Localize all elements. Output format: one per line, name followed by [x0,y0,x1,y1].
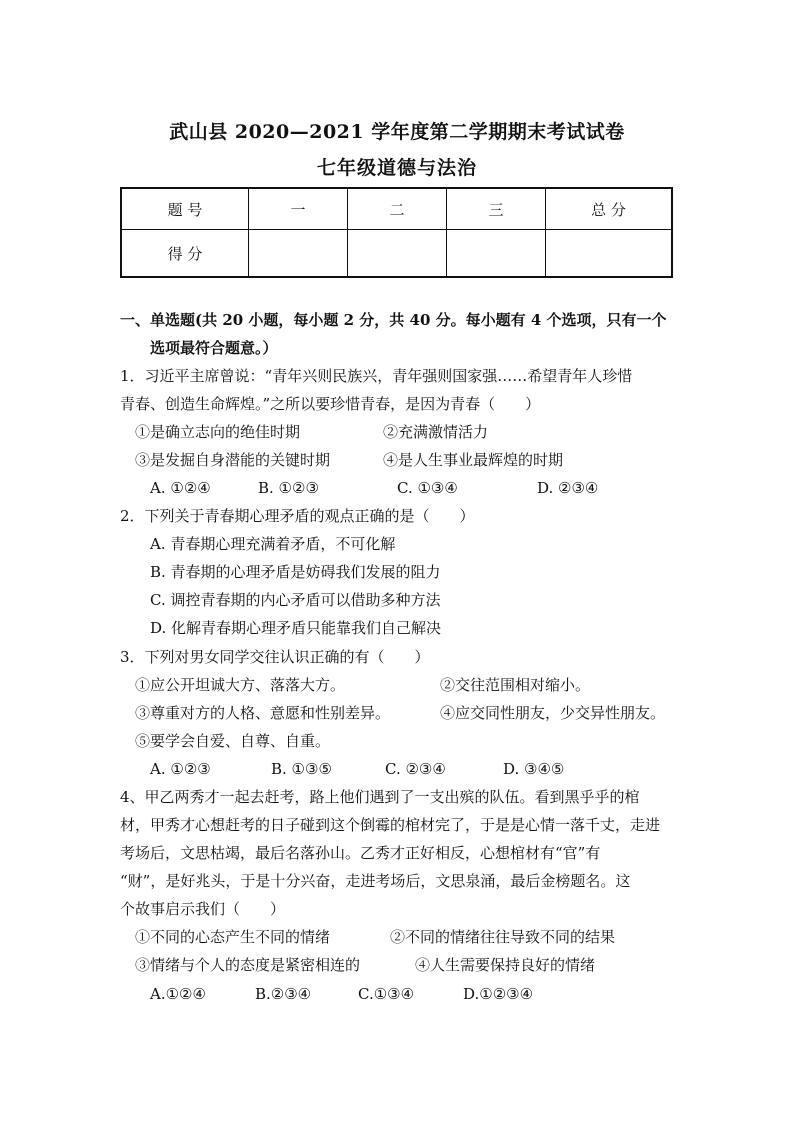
q3-choice-b[interactable]: B. ①③⑤ [271,760,332,778]
q2-choice-a[interactable]: A. 青春期心理充满着矛盾，不可化解 [150,535,396,553]
q4-choice-d[interactable]: D.①②③④ [463,985,534,1003]
q2-choice-d[interactable]: D. 化解青春期心理矛盾只能靠我们自己解决 [150,619,442,637]
question-4-text: “财”，是好兆头，于是十分兴奋，走进考场后，文思泉涌，最后金榜题名。这 [120,872,631,890]
q4-item: ④人生需要保持良好的情绪 [415,956,596,974]
score-cell: 题 号 [121,188,249,230]
score-input-cell[interactable] [348,230,447,278]
q1-item: ①是确立志向的绝佳时期 [135,423,301,441]
score-table [120,187,673,278]
score-input-cell[interactable] [546,230,673,278]
score-cell: 三 [447,188,546,230]
q3-item: ②交往范围相对缩小。 [440,676,591,694]
q2-choice-c[interactable]: C. 调控青春期的内心矛盾可以借助多种方法 [150,591,441,609]
q1-item: ④是人生事业最辉煌的时期 [383,451,564,469]
q3-item: ③尊重对方的人格、意愿和性别差异。 [135,704,391,722]
q4-choice-a[interactable]: A.①②④ [150,985,206,1003]
exam-title: 武山县 2020—2021 学年度第二学期期末考试试卷 [169,121,625,143]
q1-choice-b[interactable]: B. ①②③ [258,479,319,497]
q1-choice-a[interactable]: A. ①②④ [150,479,211,497]
q3-choice-a[interactable]: A. ①②③ [150,760,211,778]
q1-choice-d[interactable]: D. ②③④ [537,479,599,497]
q4-choice-c[interactable]: C.①③④ [358,985,415,1003]
score-table-header-row [121,188,672,230]
score-cell: 得 分 [121,230,249,278]
q4-item: ②不同的情绪往往导致不同的结果 [390,928,616,946]
q3-item: ④应交同性朋友，少交异性朋友。 [440,704,666,722]
q1-choice-c[interactable]: C. ①③④ [397,479,458,497]
q1-item: ②充满激情活力 [383,423,489,441]
section-heading: 一、单选题(共 20 小题，每小题 2 分，共 40 分。每小题有 4 个选项，只有一个 [120,311,667,329]
question-1-text: 青春、创造生命辉煌。”之所以要珍惜青春，是因为青春（ ） [120,395,541,413]
exam-subtitle: 七年级道德与法治 [316,157,477,179]
question-1-text: 1．习近平主席曾说：“青年兴则民族兴，青年强则国家强……希望青年人珍惜 [120,367,633,385]
section-heading-cont: 选项最符合题意。） [150,339,278,357]
q4-item: ①不同的心态产生不同的情绪 [135,928,331,946]
q1-item: ③是发掘自身潜能的关键时期 [135,451,331,469]
q2-choice-b[interactable]: B. 青春期的心理矛盾是妨碍我们发展的阻力 [150,563,441,581]
question-2-text: 2．下列关于青春期心理矛盾的观点正确的是（ ） [120,507,475,525]
q3-item: ⑤要学会自爱、自尊、自重。 [135,732,331,750]
score-cell: 二 [348,188,447,230]
score-cell: 一 [249,188,348,230]
q4-item: ③情绪与个人的态度是紧密相连的 [135,956,361,974]
score-cell: 总 分 [546,188,673,230]
question-4-text: 4、甲乙两秀才一起去赶考，路上他们遇到了一支出殡的队伍。看到黑乎乎的棺 [120,788,640,806]
score-input-cell[interactable] [249,230,348,278]
q4-choice-b[interactable]: B.②③④ [255,985,312,1003]
q3-item: ①应公开坦诚大方、落落大方。 [135,676,346,694]
question-4-text: 个故事启示我们（ ） [120,900,286,918]
question-3-text: 3．下列对男女同学交往认识正确的有（ ） [120,648,430,666]
q3-choice-c[interactable]: C. ②③④ [385,760,446,778]
question-4-text: 材，甲秀才心想赶考的日子碰到这个倒霉的棺材完了，于是是心情一落千丈，走进 [120,816,661,834]
score-table-score-row [121,230,672,278]
score-input-cell[interactable] [447,230,546,278]
q3-choice-d[interactable]: D. ③④⑤ [503,760,565,778]
question-4-text: 考场后，文思枯竭，最后名落孙山。乙秀才正好相反，心想棺材有“官”有 [120,844,601,862]
